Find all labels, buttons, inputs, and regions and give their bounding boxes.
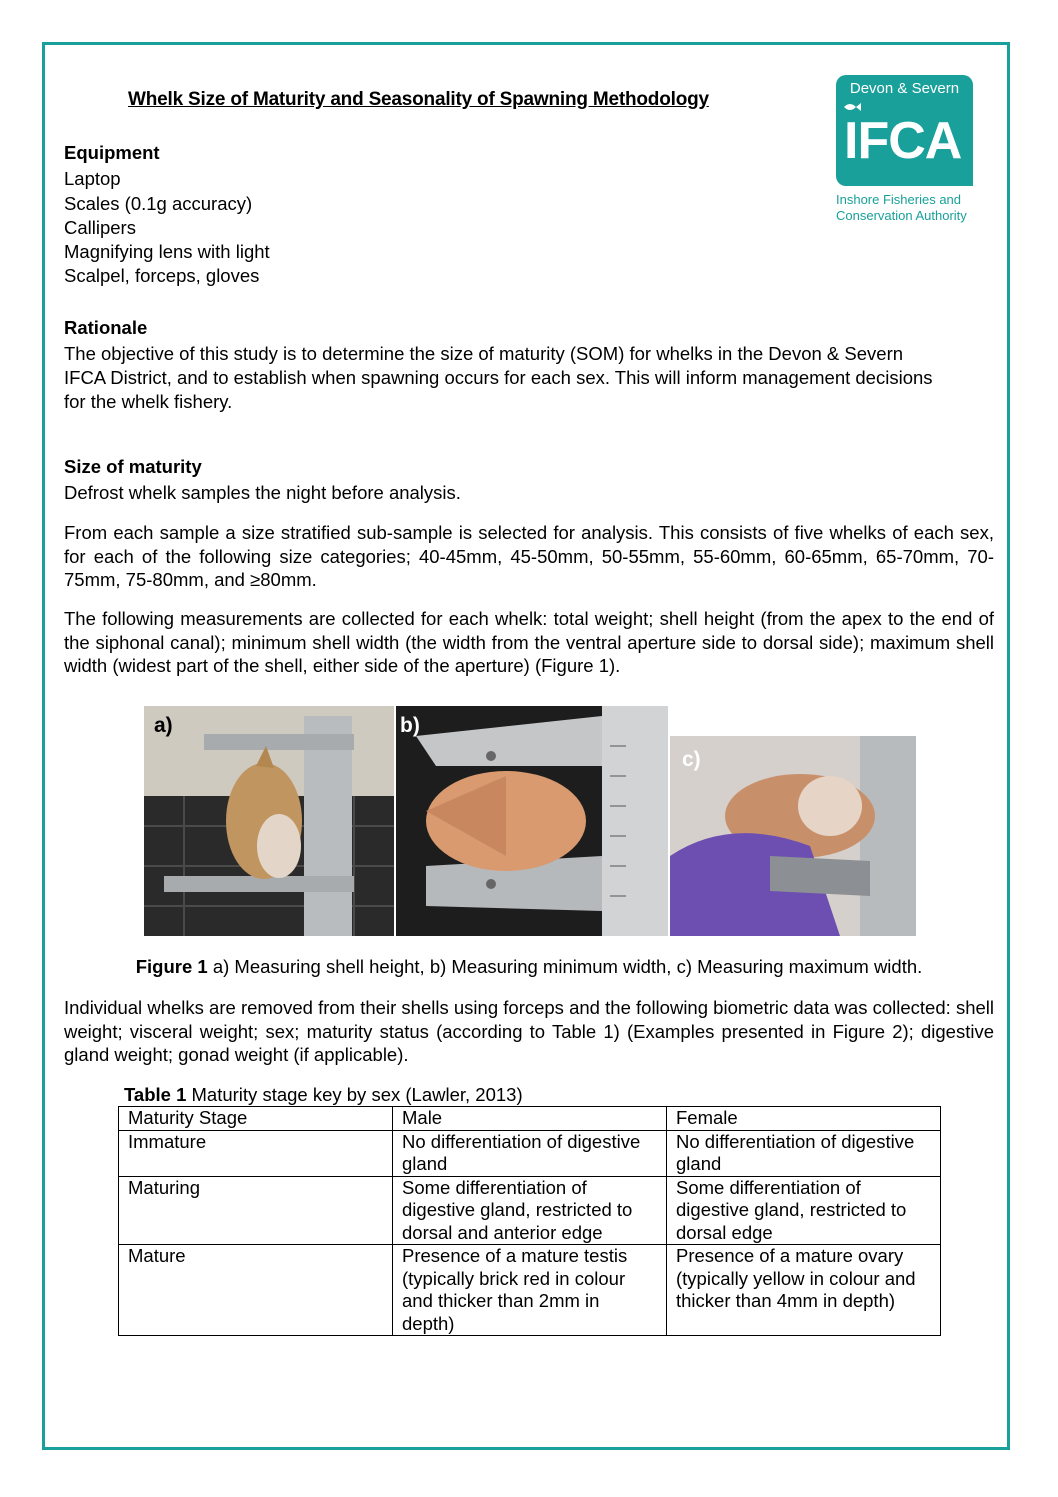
equipment-heading: Equipment xyxy=(64,142,160,163)
figure-label-a: a) xyxy=(154,714,173,737)
table-cell: No differentiation of digestive gland xyxy=(667,1130,941,1176)
table-cell: Presence of a mature testis (typically brick red in colour and thicker than 2mm in depth) xyxy=(393,1245,667,1336)
table-header-cell: Male xyxy=(393,1107,667,1131)
table-cell: Presence of a mature ovary (typically yellow in colour and thicker than 4mm in depth) xyxy=(667,1245,941,1336)
size-of-maturity-heading: Size of maturity xyxy=(64,456,202,477)
equipment-item: Laptop xyxy=(64,168,121,189)
table-caption-text: Maturity stage key by sex (Lawler, 2013) xyxy=(186,1084,523,1105)
figure-caption-label: Figure 1 xyxy=(135,956,208,977)
table-header-row xyxy=(119,1107,941,1131)
table-row xyxy=(119,1245,941,1336)
photo-maximum-width xyxy=(670,736,916,936)
measurements-paragraph: The following measurements are collected for each whelk: total weight; shell height (from the apex to the end of the siphonal canal); minimum shell width (the width from the ventral aperture side to dorsal side); maximum shell width (widest part of the shell, either side of the aperture) (Figure 1). xyxy=(64,608,994,676)
biometric-paragraph: Individual whelks are removed from their shells using forceps and the following biometric data was collected: shell weight; visceral weight; sex; maturity status (according to Table 1) (Examples presented in Figure 2); digestive gland weight; gonad weight (if applicable). xyxy=(64,997,994,1065)
figure-caption xyxy=(0,956,1058,978)
table-caption xyxy=(124,1084,523,1106)
photo-minimum-width xyxy=(396,706,668,936)
table-cell: Maturing xyxy=(119,1176,393,1245)
figure-label-c: c) xyxy=(682,748,701,771)
rationale-line: The objective of this study is to determine the size of maturity (SOM) for whelks in the Devon & Severn xyxy=(64,343,904,364)
logo-subtitle-line-1: Inshore Fisheries and xyxy=(836,192,962,207)
figure-photo-c xyxy=(670,736,916,936)
equipment-item: Scales (0.1g accuracy) xyxy=(64,193,253,214)
photo-shell-height xyxy=(144,706,394,936)
equipment-item: Magnifying lens with light xyxy=(64,241,270,262)
figure-photo-b xyxy=(396,706,668,936)
logo-subtitle xyxy=(836,192,976,224)
table-cell: Immature xyxy=(119,1130,393,1176)
size-of-maturity-intro: Defrost whelk samples the night before analysis. xyxy=(64,482,461,503)
logo-badge xyxy=(836,75,973,186)
table-cell: No differentiation of digestive gland xyxy=(393,1130,667,1176)
subsample-paragraph: From each sample a size stratified sub-sample is selected for analysis. This consists of five whelks of each sex, for each of the following size categories; 40-45mm, 45-50mm, 50-55mm, 55-60mm, 60-65mm, 65-70mm, 70-75mm, 75-80mm, and ≥80mm. xyxy=(64,522,994,590)
rationale-line: IFCA District, and to establish when spawning occurs for each sex. This will inform management decisions xyxy=(64,367,933,388)
maturity-stage-table xyxy=(118,1106,941,1336)
figure-caption-text: a) Measuring shell height, b) Measuring minimum width, c) Measuring maximum width. xyxy=(207,956,923,977)
figure-label-b: b) xyxy=(400,714,420,737)
table-row xyxy=(119,1176,941,1245)
table-cell: Some differentiation of digestive gland, restricted to dorsal and anterior edge xyxy=(393,1176,667,1245)
table-cell: Mature xyxy=(119,1245,393,1336)
table-header-cell: Maturity Stage xyxy=(119,1107,393,1131)
equipment-item: Scalpel, forceps, gloves xyxy=(64,265,260,286)
rationale-line: for the whelk fishery. xyxy=(64,391,233,412)
logo-top-text: Devon & Severn xyxy=(849,80,960,97)
table-cell: Some differentiation of digestive gland, restricted to dorsal edge xyxy=(667,1176,941,1245)
table-row xyxy=(119,1130,941,1176)
logo-main-text: IFCA xyxy=(844,112,962,170)
logo-subtitle-line-2: Conservation Authority xyxy=(836,208,967,223)
table-caption-label: Table 1 xyxy=(124,1084,187,1105)
document-title: Whelk Size of Maturity and Seasonality of Spawning Methodology xyxy=(128,89,709,110)
rationale-heading: Rationale xyxy=(64,317,148,338)
ifca-logo xyxy=(836,75,976,224)
equipment-item: Callipers xyxy=(64,217,136,238)
table-header-cell: Female xyxy=(667,1107,941,1131)
figure-photo-a xyxy=(144,706,394,936)
